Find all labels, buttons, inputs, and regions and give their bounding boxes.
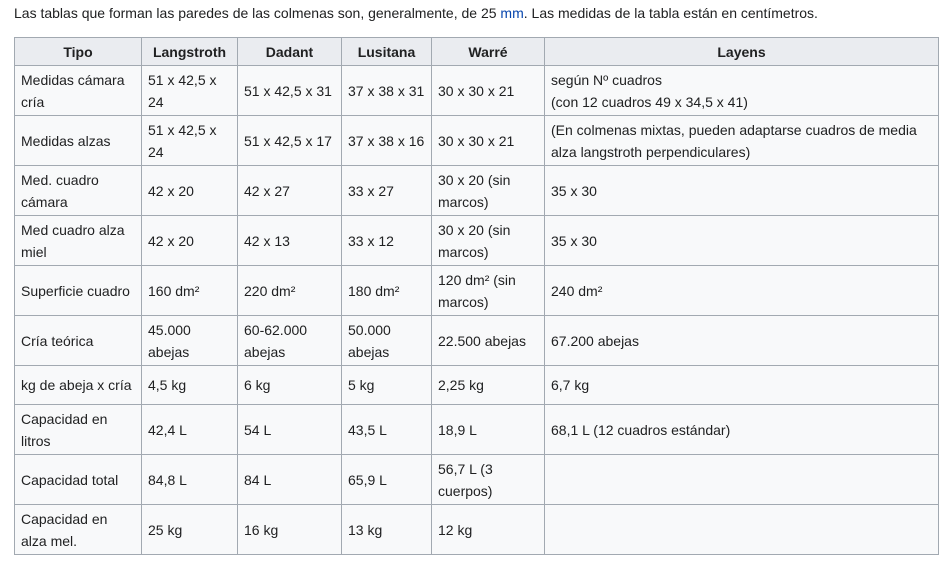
cell-warre: 30 x 30 x 21 <box>432 66 545 116</box>
row-label: Med cuadro alza miel <box>15 216 142 266</box>
cell-dadant: 42 x 13 <box>238 216 342 266</box>
cell-dadant: 60-62.000 abejas <box>238 316 342 366</box>
cell-warre: 22.500 abejas <box>432 316 545 366</box>
header-row <box>15 38 939 66</box>
beehive-comparison-table <box>14 37 939 555</box>
cell-langstroth: 45.000 abejas <box>142 316 238 366</box>
cell-lusitana: 5 kg <box>342 366 432 405</box>
cell-dadant: 51 x 42,5 x 31 <box>238 66 342 116</box>
row-label: Capacidad en litros <box>15 405 142 455</box>
cell-lusitana: 50.000 abejas <box>342 316 432 366</box>
table-row <box>15 216 939 266</box>
table-row <box>15 166 939 216</box>
cell-langstroth: 160 dm² <box>142 266 238 316</box>
cell-layens: 6,7 kg <box>545 366 939 405</box>
cell-lusitana: 37 x 38 x 16 <box>342 116 432 166</box>
table-row <box>15 116 939 166</box>
cell-langstroth: 51 x 42,5 x 24 <box>142 66 238 116</box>
table-row <box>15 366 939 405</box>
cell-dadant: 84 L <box>238 455 342 505</box>
cell-dadant: 220 dm² <box>238 266 342 316</box>
row-label: Capacidad total <box>15 455 142 505</box>
cell-warre: 12 kg <box>432 505 545 555</box>
table-row <box>15 405 939 455</box>
cell-warre: 56,7 L (3 cuerpos) <box>432 455 545 505</box>
cell-layens: 240 dm² <box>545 266 939 316</box>
cell-langstroth: 42,4 L <box>142 405 238 455</box>
cell-lusitana: 180 dm² <box>342 266 432 316</box>
header-layens: Layens <box>545 38 939 66</box>
row-label: Cría teórica <box>15 316 142 366</box>
cell-layens: 67.200 abejas <box>545 316 939 366</box>
cell-layens-line2: (con 12 cuadros 49 x 34,5 x 41) <box>551 93 748 110</box>
cell-langstroth: 4,5 kg <box>142 366 238 405</box>
intro-text-after: . Las medidas de la tabla están en centímetros. <box>523 5 818 21</box>
cell-lusitana: 33 x 27 <box>342 166 432 216</box>
cell-langstroth: 42 x 20 <box>142 216 238 266</box>
cell-warre: 30 x 20 (sin marcos) <box>432 216 545 266</box>
intro-text-before: Las tablas que forman las paredes de las colmenas son, generalmente, de 25 <box>14 5 501 21</box>
table-row <box>15 66 939 116</box>
cell-lusitana: 65,9 L <box>342 455 432 505</box>
header-dadant: Dadant <box>238 38 342 66</box>
table-row <box>15 266 939 316</box>
cell-dadant: 42 x 27 <box>238 166 342 216</box>
cell-lusitana: 13 kg <box>342 505 432 555</box>
row-label: Medidas cámara cría <box>15 66 142 116</box>
cell-dadant: 6 kg <box>238 366 342 405</box>
cell-dadant: 51 x 42,5 x 17 <box>238 116 342 166</box>
cell-warre: 120 dm² (sin marcos) <box>432 266 545 316</box>
table-row <box>15 505 939 555</box>
cell-langstroth: 42 x 20 <box>142 166 238 216</box>
cell-langstroth: 25 kg <box>142 505 238 555</box>
cell-layens: 35 x 30 <box>545 216 939 266</box>
row-label: Capacidad en alza mel. <box>15 505 142 555</box>
cell-warre: 30 x 30 x 21 <box>432 116 545 166</box>
cell-warre: 2,25 kg <box>432 366 545 405</box>
header-langstroth: Langstroth <box>142 38 238 66</box>
row-label: Superficie cuadro <box>15 266 142 316</box>
mm-link[interactable]: mm <box>500 5 524 21</box>
cell-layens: (En colmenas mixtas, pueden adaptarse cuadros de media alza langstroth perpendiculares) <box>545 116 939 166</box>
cell-dadant: 16 kg <box>238 505 342 555</box>
header-lusitana: Lusitana <box>342 38 432 66</box>
cell-langstroth: 51 x 42,5 x 24 <box>142 116 238 166</box>
cell-layens <box>545 66 939 116</box>
cell-lusitana: 37 x 38 x 31 <box>342 66 432 116</box>
cell-layens: 35 x 30 <box>545 166 939 216</box>
cell-lusitana: 33 x 12 <box>342 216 432 266</box>
cell-layens <box>545 455 939 505</box>
cell-langstroth: 84,8 L <box>142 455 238 505</box>
cell-layens-line1: según Nº cuadros <box>551 71 662 88</box>
header-warre: Warré <box>432 38 545 66</box>
cell-layens: 68,1 L (12 cuadros estándar) <box>545 405 939 455</box>
cell-warre: 18,9 L <box>432 405 545 455</box>
header-tipo: Tipo <box>15 38 142 66</box>
row-label: Medidas alzas <box>15 116 142 166</box>
row-label: Med. cuadro cámara <box>15 166 142 216</box>
table-row <box>15 455 939 505</box>
table-row <box>15 316 939 366</box>
cell-lusitana: 43,5 L <box>342 405 432 455</box>
cell-layens <box>545 505 939 555</box>
cell-warre: 30 x 20 (sin marcos) <box>432 166 545 216</box>
row-label: kg de abeja x cría <box>15 366 142 405</box>
cell-dadant: 54 L <box>238 405 342 455</box>
intro-paragraph <box>14 4 818 22</box>
